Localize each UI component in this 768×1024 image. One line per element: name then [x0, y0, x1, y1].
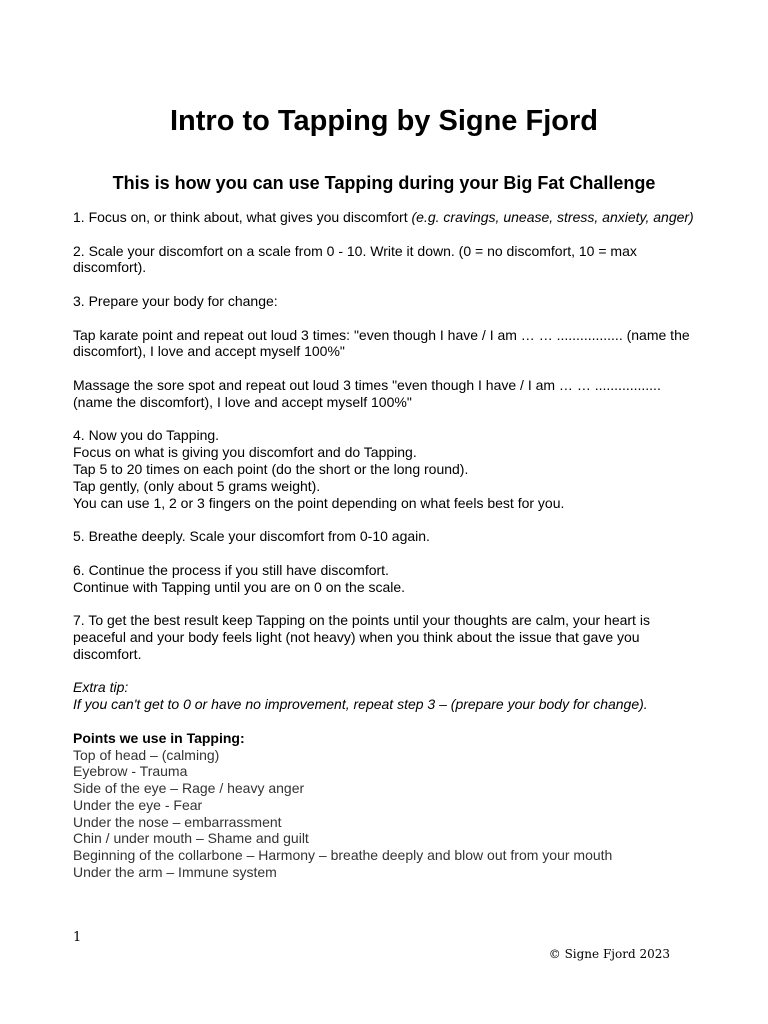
step-6-line: 6. Continue the process if you still have discomfort.: [73, 561, 389, 578]
list-item: Eyebrow - Trauma: [73, 763, 188, 780]
document-title: Intro to Tapping by Signe Fjord: [170, 105, 598, 137]
tapping-points-list: [73, 747, 698, 881]
step-6-line: Continue with Tapping until you are on 0 on the scale.: [73, 578, 406, 595]
step-6: [73, 562, 698, 596]
step-4-line: You can use 1, 2 or 3 fingers on the point depending on what feels best for you.: [73, 494, 565, 511]
list-item: Side of the eye – Rage / heavy anger: [73, 780, 305, 797]
tapping-points-heading: Points we use in Tapping:: [73, 729, 245, 746]
list-item: Under the eye - Fear: [73, 796, 203, 813]
extra-tip-label: Extra tip:: [73, 679, 129, 696]
step-3-sore-spot: Massage the sore spot and repeat out loud 3 times "even though I have / I am … … .................(name the discomfort), I love and accept myself 100%": [73, 376, 661, 410]
document-body: [73, 209, 698, 881]
step-3-karate-point: Tap karate point and repeat out loud 3 times: "even though I have / I am … … ................. (name the discomfort), I love and accept myself 100%": [73, 326, 690, 360]
list-item: Under the arm – Immune system: [73, 864, 277, 881]
page-number: 1: [73, 930, 82, 945]
step-4-line: Focus on what is giving you discomfort and do Tapping.: [73, 444, 417, 461]
extra-tip-text: If you can't get to 0 or have no improvement, repeat step 3 – (prepare your body for change).: [73, 696, 648, 713]
extra-tip: [73, 679, 698, 713]
step-4-line: 4. Now you do Tapping.: [73, 427, 220, 444]
step-5: 5. Breathe deeply. Scale your discomfort from 0-10 again.: [73, 528, 430, 545]
step-4-line: Tap gently, (only about 5 grams weight).: [73, 477, 321, 494]
step-3: 3. Prepare your body for change:: [73, 292, 278, 309]
copyright-notice: © Signe Fjord 2023: [548, 947, 670, 961]
list-item: Top of head – (calming): [73, 746, 220, 763]
step-4: [73, 427, 698, 511]
step-1: [73, 209, 698, 226]
list-item: Under the nose – embarrassment: [73, 813, 282, 830]
list-item: Beginning of the collarbone – Harmony – breathe deeply and blow out from your mouth: [73, 847, 613, 864]
list-item: Chin / under mouth – Shame and guilt: [73, 830, 309, 847]
step-1-text: 1. Focus on, or think about, what gives you discomfort: [73, 209, 412, 225]
step-4-line: Tap 5 to 20 times on each point (do the short or the long round).: [73, 460, 469, 477]
step-2: 2. Scale your discomfort on a scale from 0 - 10. Write it down. (0 = no discomfort, 10 = max discomfort).: [73, 242, 637, 276]
step-1-examples: (e.g. cravings, unease, stress, anxiety, anger): [411, 209, 694, 225]
step-7: 7. To get the best result keep Tapping on the points until your thoughts are calm, your heart is peaceful and your body feels light (not heavy) when you think about the issue that gave you discomfort.: [73, 612, 650, 662]
document-subtitle: This is how you can use Tapping during your Big Fat Challenge: [112, 173, 656, 193]
tapping-points-section: [73, 730, 698, 881]
